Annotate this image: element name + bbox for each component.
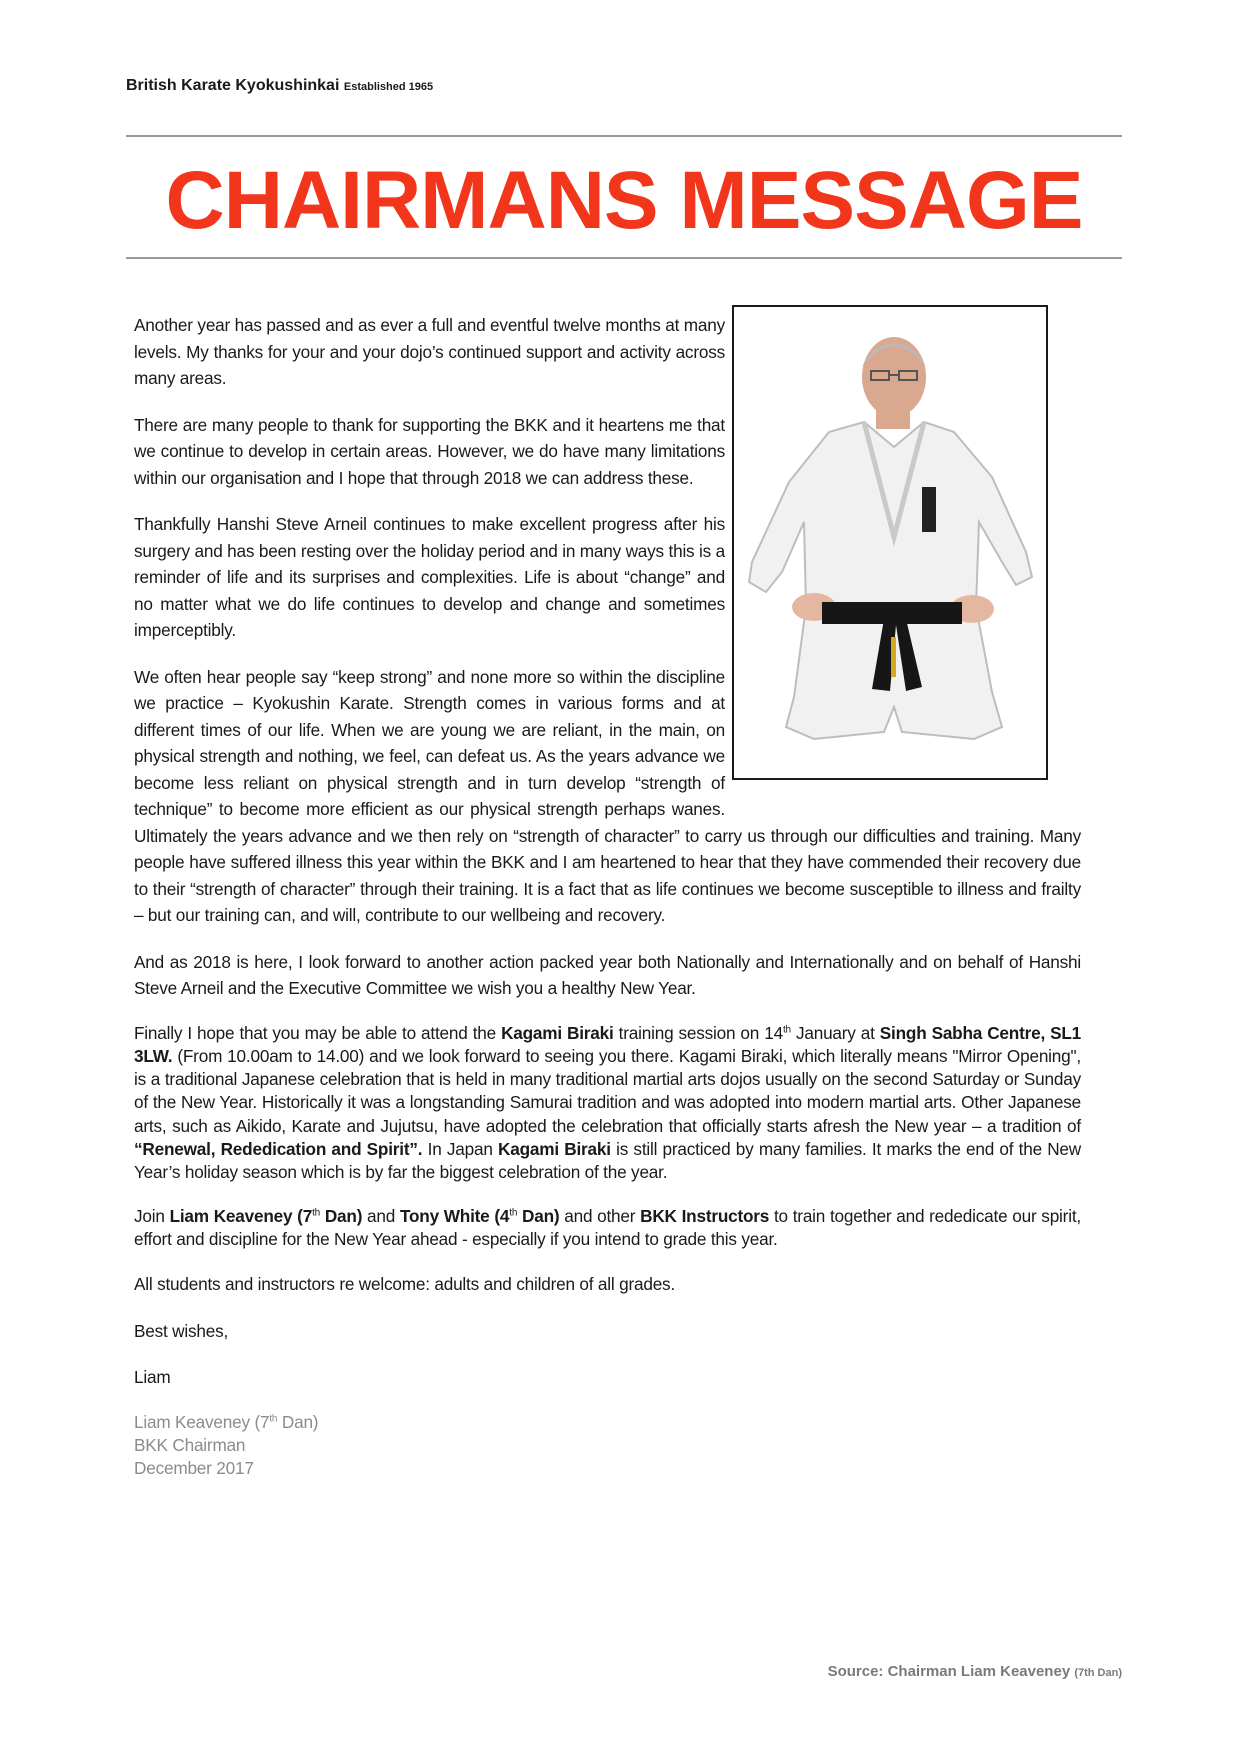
source-credit — [828, 1663, 1122, 1680]
page-title: CHAIRMANS MESSAGE — [165, 155, 1083, 246]
p7-text-a: Join — [134, 1205, 170, 1226]
p7-group: BKK Instructors — [640, 1205, 770, 1226]
signature-role: BKK Chairman — [134, 1434, 246, 1455]
p6-venue: Singh Sabha Centre, SL1 3LW. — [134, 1022, 1082, 1066]
source-label: Source: Chairman Liam Keaveney — [827, 1663, 1075, 1680]
signature-name — [134, 1411, 1081, 1434]
signature-block — [134, 1411, 1081, 1481]
title-top-rule — [126, 135, 1122, 137]
p7-text-g: to train together and rededicate our spirit, effort and discipline for the New Year ahead - especially if you intend to grade this year. — [134, 1205, 1081, 1249]
paragraph-2: There are many people to thank for supporting the BKK and it heartens me that we continue to develop in certain areas. However, we do have many limitations within our organisation and I hope that through 2018 we can address these. — [134, 414, 725, 488]
closing-name: Liam — [134, 1367, 171, 1388]
p6-event-name-2: Kagami Biraki — [498, 1138, 611, 1159]
paragraph-4: We often hear people say “keep strong” and none more so within the discipline we practice – Kyokushin Karate. Strength comes in various forms and at different times of our life. When we are young we are reliant, in the main, on physical strength and nothing, we feel, can defeat us. As the years advance we become less reliant on physical strength and in turn develop “strength of technique” to become more efficient as our physical strength perhaps wanes. Ultimately the years advance and we then rely on “strength of character” to carry us through our difficulties and training. Many people have suffered illness this year within the BKK and I am heartened to hear that they have commended their recovery due to their “strength of character” through their training. It is a fact that as life continues we become susceptible to illness and frailty – but our training can, and will, contribute to our wellbeing and recovery. — [134, 666, 1081, 925]
p6-text-h: In Japan — [422, 1138, 499, 1159]
signature-name-suffix: th — [269, 1412, 278, 1424]
p6-text-d: January at — [790, 1022, 880, 1043]
source-rank: (7th Dan) — [1074, 1667, 1122, 1679]
org-name: British Karate Kyokushinkai — [126, 77, 340, 94]
p6-tradition: “Renewal, Rededication and Spirit”. — [134, 1138, 423, 1159]
org-header — [126, 77, 433, 95]
signature-date: December 2017 — [134, 1458, 254, 1479]
signature-name-post: Dan) — [277, 1411, 319, 1432]
paragraph-3: Thankfully Hanshi Steve Arneil continues to make excellent progress after his surgery and has been resting over the holiday period and in many ways this is a reminder of life and its surprises and complexities. Life is about “change” and no matter what we do life continues to develop and change and sometimes imperceptibly. — [134, 514, 725, 640]
p7-instructor-2: Tony White (4 — [399, 1205, 510, 1226]
p6-date-suffix: th — [782, 1023, 791, 1035]
p6-text-f: (From 10.00am to 14.00) and we look forward to seeing you there. Kagami Biraki, which literally means "Mirror Opening", is a traditional Japanese celebration that is held in many traditional martial arts dojos usually on the second Saturday or Sunday of the New Year. Historically it was a longstanding Samurai tradition and was adopted into modern martial arts. Other Japanese arts, such as Aikido, Karate and Jujutsu, have adopted the celebration that officially starts afresh the New year – a tradition of — [134, 1045, 1081, 1136]
p7-instructor-1: Liam Keaveney (7 — [169, 1205, 313, 1226]
p7-instructor-2-suffix: th — [509, 1206, 518, 1218]
p7-instructor-1-rank: Dan) — [320, 1205, 363, 1226]
paragraph-8: All students and instructors re welcome: adults and children of all grades. — [134, 1274, 676, 1295]
p6-text-a: Finally I hope that you may be able to attend the — [134, 1022, 502, 1043]
closing-wishes: Best wishes, — [134, 1320, 229, 1341]
established-label: Established 1965 — [343, 81, 434, 93]
p6-text-c: training session on 14 — [613, 1022, 783, 1043]
paragraph-5: And as 2018 is here, I look forward to another action packed year both Nationally and Internationally and on behalf of Hanshi Steve Arneil and the Executive Committee we wish you a healthy New Year. — [134, 951, 1081, 998]
p7-instructor-2-rank: Dan) — [517, 1205, 560, 1226]
message-body — [134, 312, 1081, 1481]
p6-event-name: Kagami Biraki — [501, 1022, 614, 1043]
p6-text-j: is still practiced by many families. It marks the end of the New Year’s holiday season which is by far the biggest celebration of the year. — [134, 1138, 1082, 1183]
title-bottom-rule — [126, 257, 1122, 259]
paragraph-1: Another year has passed and as ever a full and eventful twelve months at many levels. My thanks for your and your dojo’s continued support and activity across many areas. — [134, 315, 725, 388]
paragraph-6 — [134, 1022, 1081, 1185]
paragraph-7 — [134, 1205, 1081, 1252]
p7-instructor-1-suffix: th — [312, 1206, 321, 1218]
p7-text-e: and other — [559, 1205, 641, 1226]
p7-text-c: and — [362, 1205, 400, 1226]
photo-spacer — [725, 312, 1081, 797]
signature-name-pre: Liam Keaveney (7 — [134, 1411, 270, 1432]
